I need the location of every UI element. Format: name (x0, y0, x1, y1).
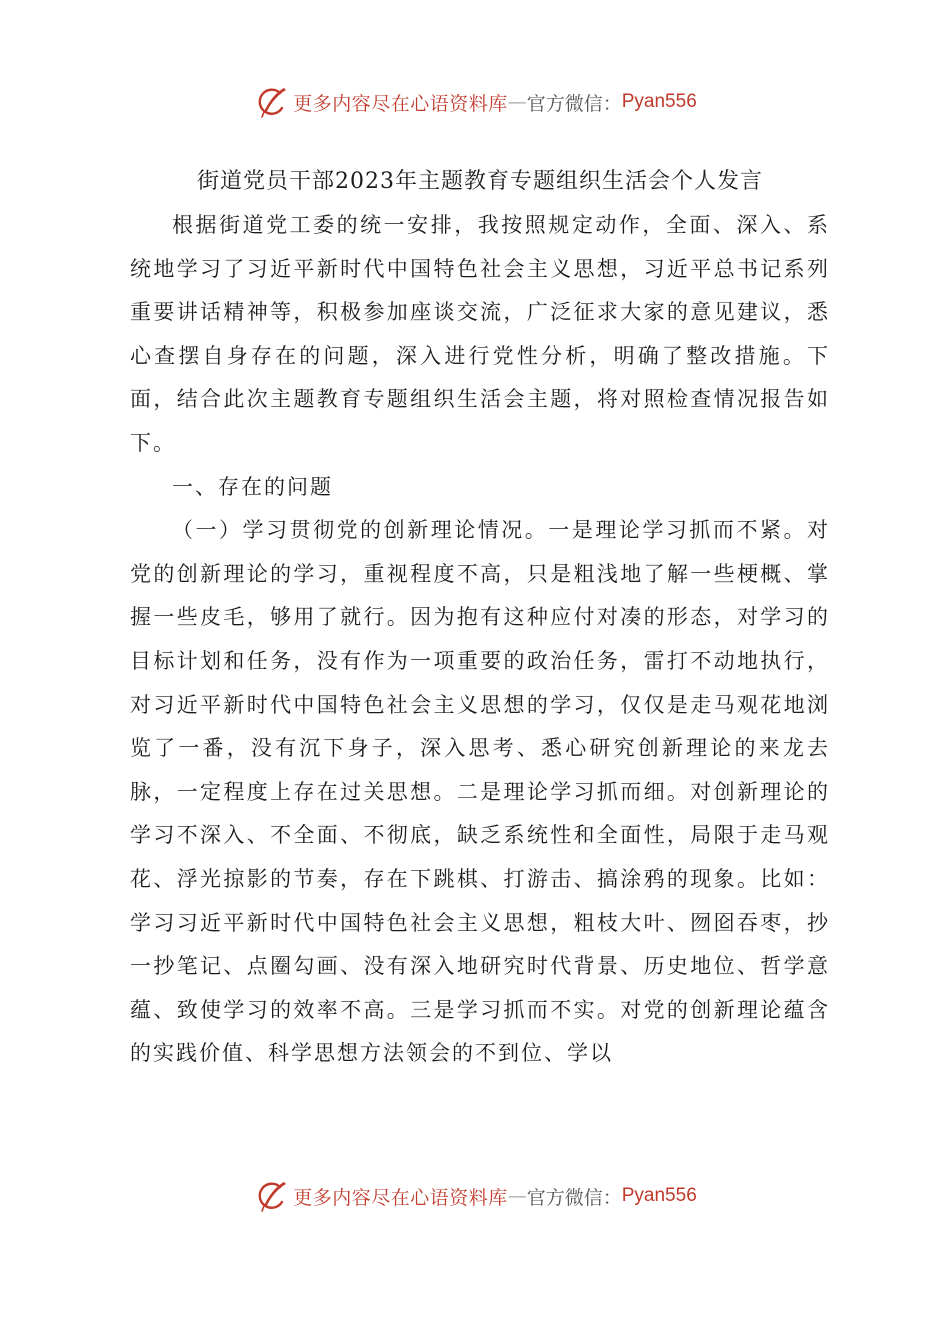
section-heading: 一、存在的问题 (172, 474, 333, 499)
paragraph-intro: 根据街道党工委的统一安排，我按照规定动作，全面、深入、系统地学习了习近平新时代中国特色社会主义思想，习近平总书记系列重要讲话精神等，积极参加座谈交流，广泛征求大家的意见建议，悉心查摆自身存在的问题，深入进行党性分析，明确了整改措施。下面，结合此次主题教育专题组织生活会主题，将对照检查情况报告如下。 (130, 213, 830, 455)
watermark-wechat-id: Pyan556 (621, 91, 697, 112)
watermark-text: 更多内容尽在心语资料库 (293, 92, 508, 115)
watermark-separator: — (507, 91, 527, 113)
quill-pen-circle-icon (253, 84, 289, 120)
watermark-wechat-id: Pyan556 (621, 1185, 697, 1206)
watermark-wechat-label: 官方微信： (526, 92, 622, 115)
header-watermark (0, 82, 950, 122)
document-title: 街道党员干部2023年主题教育专题组织生活会个人发言 (197, 169, 763, 194)
watermark-text: 更多内容尽在心语资料库 (293, 1186, 508, 1209)
footer-watermark (0, 1176, 950, 1216)
watermark-separator: — (507, 1185, 527, 1207)
quill-pen-circle-icon (253, 1178, 289, 1214)
paragraph-theory-study: （一）学习贯彻党的创新理论情况。一是理论学习抓而不紧。对党的创新理论的学习，重视程度不高，只是粗浅地了解一些梗概、掌握一些皮毛，够用了就行。因为抱有这种应付对凑的形态，对学习的目标计划和任务，没有作为一项重要的政治任务，雷打不动地执行，对习近平新时代中国特色社会主义思想的学习，仅仅是走马观花地浏览了一番，没有沉下身子，深入思考、悉心研究创新理论的来龙去脉，一定程度上存在过关思想。二是理论学习抓而细。对创新理论的学习不深入、不全面、不彻底，缺乏系统性和全面性，局限于走马观花、浮光掠影的节奏，存在下跳棋、打游击、搞涂鸦的现象。比如：学习习近平新时代中国特色社会主义思想，粗枝大叶、囫囵吞枣，抄一抄笔记、点圈勾画、没有深入地研究时代背景、历史地位、哲学意蕴、致使学习的效率不高。三是学习抓而不实。对党的创新理论蕴含的实践价值、科学思想方法领会的不到位、学以 (130, 518, 830, 1066)
watermark-wechat-label: 官方微信： (526, 1186, 622, 1209)
document-body (130, 204, 830, 1076)
